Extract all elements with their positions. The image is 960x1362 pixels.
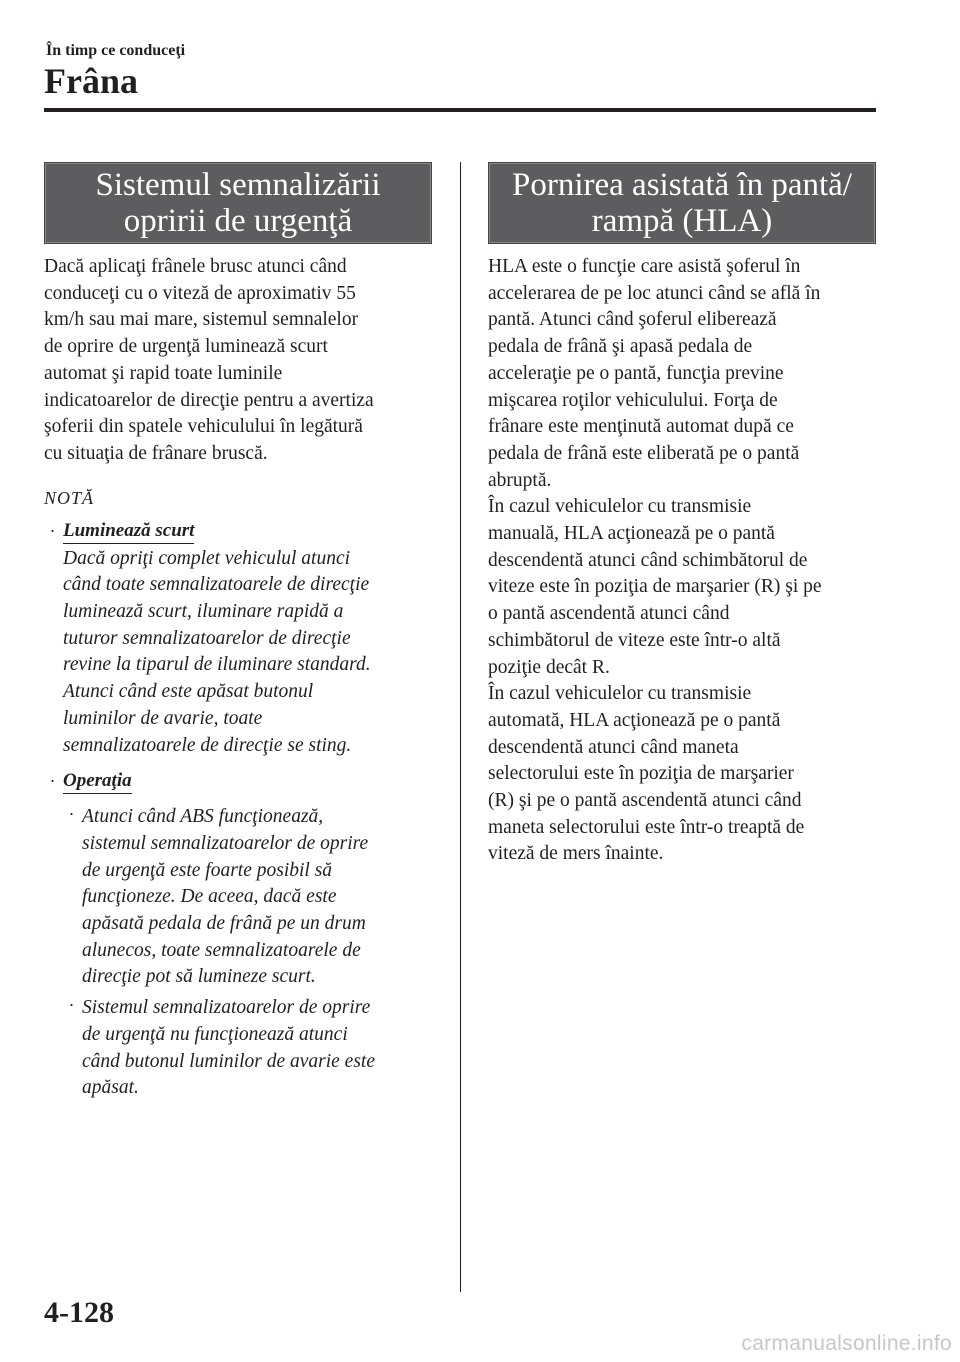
section-kicker: În timp ce conduceţi	[46, 42, 186, 59]
note-text-flash: Dacă opriţi complet vehiculul atunci când toate semnalizatoarele de direcţie luminează scurt, iluminare rapidă a tuturor semnalizatoarelor de direcţie revine la tiparul de iluminare standard. Atunci când este apăsat butonul luminilor de avarie, toate semnalizatoarele de direcţie se sting.	[63, 547, 371, 756]
bullet-icon: ·	[69, 804, 74, 825]
emergency-signal-heading: Sistemul semnalizării opririi de urgenţă	[44, 162, 432, 244]
bullet-icon: ·	[50, 520, 55, 541]
right-column	[488, 162, 876, 868]
bullet-icon: ·	[50, 771, 55, 792]
column-divider	[460, 162, 461, 1292]
hla-body: HLA este o funcţie care asistă şoferul în accelerarea de pe loc atunci când se află în pantă. Atunci când şoferul eliberează pedala de frână şi apasă pedala de acceleraţie pe o pantă, funcţia previne mişcarea roţilor vehiculului. Forţa de frânare este menţinută automat după ce pedala de frână este eliberată pe o pantă abruptă. În cazul vehiculelor cu transmisie manuală, HLA acţionează pe o pantă descendentă atunci când schimbătorul de viteze este în poziţia de marşarier (R) şi pe o pantă ascendentă atunci când schimbătorul de viteze este într-o altă poziţie decât R. În cazul vehiculelor cu transmisie automată, HLA acţionează pe o pantă descendentă atunci când maneta selectorului este în poziţia de marşarier (R) şi pe o pantă ascendentă atunci când maneta selectorului este într-o treaptă de viteză de mers înainte.	[488, 256, 822, 865]
list-item: · Atunci când ABS funcţionează, sistemul semnalizatoarelor de oprire de urgenţă este foarte posibil să funcţioneze. De aceea, dacă este apăsată pedala de frână pe un drum alunecos, toate semnalizatoarele de direcţie pot să lumineze scurt.	[69, 804, 369, 988]
hla-heading: Pornirea asistată în pantă/ rampă (HLA)	[488, 162, 876, 244]
list-item: · Sistemul semnalizatoarelor de oprire de urgenţă nu funcţionează atunci când butonul luminilor de avarie este apăsat.	[69, 995, 375, 1099]
page-title: Frâna	[44, 61, 138, 101]
note-heading-flash: Luminează scurt	[63, 519, 194, 544]
emergency-signal-body: Dacă aplicaţi frânele brusc atunci când conduceţi cu o viteză de aproximativ 55 km/h sau mai mare, sistemul semnalelor de oprire de urgenţă luminează scurt automat şi rapid toate luminile indicatoarelor de direcţie pentru a avertiza şoferii din spatele vehiculului în legătură cu situaţia de frânare bruscă.	[44, 256, 374, 464]
note-heading-operation: Operaţia	[63, 769, 132, 794]
header-rule	[44, 108, 876, 112]
left-column	[44, 162, 432, 1106]
bullet-icon: ·	[69, 995, 74, 1016]
note-label: NOTĂ	[44, 487, 95, 508]
watermark: carmanualsonline.info	[741, 1332, 952, 1355]
note-item-operation	[44, 769, 432, 1102]
page-number: 4-128	[44, 1296, 114, 1329]
note-item-flash	[44, 519, 432, 760]
operation-sub-list	[63, 804, 432, 1102]
